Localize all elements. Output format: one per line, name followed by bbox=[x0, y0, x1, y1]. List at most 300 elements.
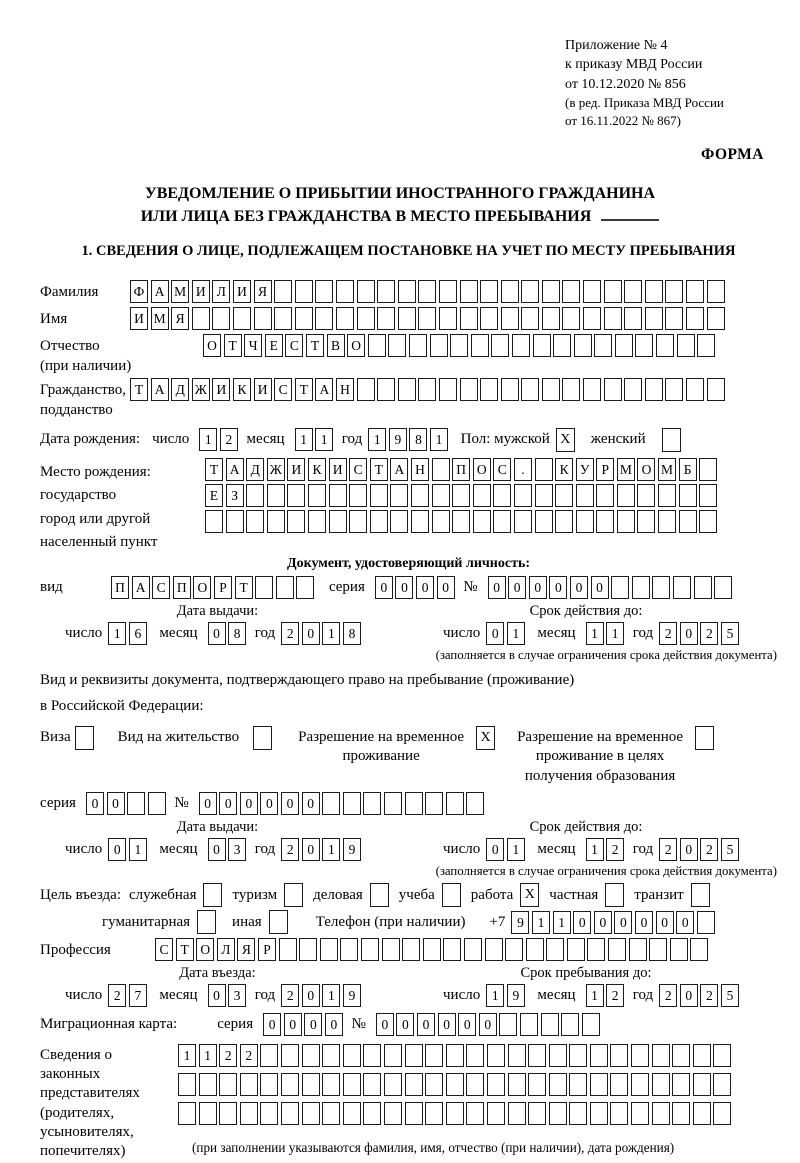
sex-male-checkbox[interactable]: X bbox=[556, 428, 575, 452]
doc-kind-cells[interactable] bbox=[111, 576, 317, 599]
char-cell[interactable] bbox=[656, 334, 674, 357]
char-cell[interactable]: С bbox=[493, 458, 511, 481]
birth-month-cells[interactable] bbox=[295, 428, 336, 451]
sex-female-checkbox[interactable] bbox=[662, 428, 681, 452]
purpose-tourism-checkbox[interactable] bbox=[284, 883, 303, 907]
char-cell[interactable] bbox=[370, 510, 388, 533]
char-cell[interactable] bbox=[697, 334, 715, 357]
char-cell[interactable]: . bbox=[514, 458, 532, 481]
char-cell[interactable]: Д bbox=[246, 458, 264, 481]
char-cell[interactable]: А bbox=[151, 378, 169, 401]
purpose-work-checkbox[interactable]: X bbox=[520, 883, 539, 907]
char-cell[interactable] bbox=[460, 280, 478, 303]
char-cell[interactable] bbox=[409, 334, 427, 357]
char-cell[interactable] bbox=[521, 280, 539, 303]
char-cell[interactable] bbox=[686, 280, 704, 303]
char-cell[interactable] bbox=[707, 307, 725, 330]
char-cell[interactable]: 8 bbox=[409, 428, 427, 451]
char-cell[interactable] bbox=[583, 378, 601, 401]
char-cell[interactable] bbox=[555, 510, 573, 533]
char-cell[interactable]: Я bbox=[254, 280, 272, 303]
char-cell[interactable]: А bbox=[151, 280, 169, 303]
char-cell[interactable] bbox=[480, 378, 498, 401]
char-cell[interactable] bbox=[652, 1044, 670, 1067]
char-cell[interactable] bbox=[693, 1102, 711, 1125]
char-cell[interactable] bbox=[632, 576, 650, 599]
purpose-private-checkbox[interactable] bbox=[605, 883, 624, 907]
char-cell[interactable] bbox=[281, 1102, 299, 1125]
char-cell[interactable]: 1 bbox=[532, 911, 550, 934]
char-cell[interactable] bbox=[233, 307, 251, 330]
char-cell[interactable]: О bbox=[196, 938, 214, 961]
char-cell[interactable]: 9 bbox=[511, 911, 529, 934]
char-cell[interactable] bbox=[672, 1073, 690, 1096]
doc-number-cells[interactable] bbox=[488, 576, 735, 599]
birthplace-row3[interactable] bbox=[205, 510, 720, 533]
char-cell[interactable] bbox=[631, 1044, 649, 1067]
char-cell[interactable] bbox=[487, 1102, 505, 1125]
char-cell[interactable] bbox=[686, 307, 704, 330]
char-cell[interactable]: 0 bbox=[656, 911, 674, 934]
char-cell[interactable] bbox=[505, 938, 523, 961]
stay-year-cells[interactable] bbox=[659, 984, 741, 1007]
char-cell[interactable] bbox=[423, 938, 441, 961]
citizenship-cells[interactable] bbox=[130, 378, 727, 401]
char-cell[interactable] bbox=[343, 792, 361, 815]
patronymic-cells[interactable] bbox=[203, 334, 718, 357]
char-cell[interactable]: К bbox=[233, 378, 251, 401]
char-cell[interactable] bbox=[315, 307, 333, 330]
char-cell[interactable]: 0 bbox=[86, 792, 104, 815]
char-cell[interactable] bbox=[583, 280, 601, 303]
valid-day-cells[interactable] bbox=[486, 838, 527, 861]
char-cell[interactable]: 0 bbox=[284, 1013, 302, 1036]
char-cell[interactable]: 2 bbox=[281, 838, 299, 861]
char-cell[interactable]: 1 bbox=[486, 984, 504, 1007]
char-cell[interactable] bbox=[418, 307, 436, 330]
char-cell[interactable] bbox=[302, 1102, 320, 1125]
char-cell[interactable] bbox=[487, 1073, 505, 1096]
char-cell[interactable] bbox=[652, 1102, 670, 1125]
birthplace-row2[interactable] bbox=[205, 484, 720, 507]
char-cell[interactable] bbox=[329, 510, 347, 533]
char-cell[interactable]: 0 bbox=[486, 622, 504, 645]
issue-year-cells[interactable] bbox=[281, 838, 363, 861]
char-cell[interactable] bbox=[460, 378, 478, 401]
char-cell[interactable] bbox=[610, 1102, 628, 1125]
char-cell[interactable] bbox=[714, 576, 732, 599]
char-cell[interactable] bbox=[549, 1073, 567, 1096]
char-cell[interactable] bbox=[535, 510, 553, 533]
char-cell[interactable]: Н bbox=[411, 458, 429, 481]
char-cell[interactable]: Я bbox=[171, 307, 189, 330]
char-cell[interactable]: Д bbox=[171, 378, 189, 401]
char-cell[interactable]: 0 bbox=[240, 792, 258, 815]
char-cell[interactable]: Ж bbox=[267, 458, 285, 481]
char-cell[interactable] bbox=[178, 1073, 196, 1096]
char-cell[interactable]: 0 bbox=[416, 576, 434, 599]
valid-year-cells[interactable] bbox=[659, 838, 741, 861]
char-cell[interactable]: 1 bbox=[315, 428, 333, 451]
char-cell[interactable] bbox=[402, 938, 420, 961]
char-cell[interactable] bbox=[336, 307, 354, 330]
char-cell[interactable]: П bbox=[111, 576, 129, 599]
char-cell[interactable]: Т bbox=[130, 378, 148, 401]
char-cell[interactable] bbox=[384, 1073, 402, 1096]
char-cell[interactable] bbox=[349, 510, 367, 533]
char-cell[interactable]: Р bbox=[214, 576, 232, 599]
char-cell[interactable] bbox=[384, 1102, 402, 1125]
char-cell[interactable] bbox=[690, 938, 708, 961]
char-cell[interactable]: И bbox=[233, 280, 251, 303]
char-cell[interactable]: 0 bbox=[263, 1013, 281, 1036]
char-cell[interactable] bbox=[398, 280, 416, 303]
char-cell[interactable] bbox=[432, 510, 450, 533]
char-cell[interactable]: Б bbox=[679, 458, 697, 481]
char-cell[interactable]: 0 bbox=[486, 838, 504, 861]
char-cell[interactable] bbox=[508, 1073, 526, 1096]
char-cell[interactable]: Р bbox=[596, 458, 614, 481]
char-cell[interactable]: 2 bbox=[281, 984, 299, 1007]
char-cell[interactable] bbox=[665, 280, 683, 303]
purpose-study-checkbox[interactable] bbox=[442, 883, 461, 907]
char-cell[interactable] bbox=[672, 1044, 690, 1067]
char-cell[interactable] bbox=[287, 510, 305, 533]
char-cell[interactable] bbox=[255, 576, 273, 599]
char-cell[interactable] bbox=[267, 484, 285, 507]
residence-permit-checkbox[interactable] bbox=[253, 726, 272, 750]
char-cell[interactable]: 0 bbox=[208, 984, 226, 1007]
char-cell[interactable] bbox=[320, 938, 338, 961]
char-cell[interactable]: Л bbox=[212, 280, 230, 303]
char-cell[interactable] bbox=[205, 510, 223, 533]
char-cell[interactable] bbox=[390, 484, 408, 507]
char-cell[interactable]: 0 bbox=[396, 1013, 414, 1036]
char-cell[interactable] bbox=[549, 1044, 567, 1067]
char-cell[interactable] bbox=[631, 1073, 649, 1096]
char-cell[interactable]: И bbox=[212, 378, 230, 401]
char-cell[interactable] bbox=[315, 280, 333, 303]
char-cell[interactable]: 0 bbox=[325, 1013, 343, 1036]
char-cell[interactable]: 2 bbox=[700, 622, 718, 645]
char-cell[interactable]: 0 bbox=[680, 838, 698, 861]
char-cell[interactable]: Л bbox=[217, 938, 235, 961]
char-cell[interactable]: 1 bbox=[507, 838, 525, 861]
valid-month-cells[interactable] bbox=[586, 622, 627, 645]
char-cell[interactable] bbox=[127, 792, 145, 815]
migration-series-cells[interactable] bbox=[263, 1013, 345, 1036]
char-cell[interactable] bbox=[357, 280, 375, 303]
char-cell[interactable] bbox=[430, 334, 448, 357]
purpose-other-checkbox[interactable] bbox=[269, 910, 288, 934]
char-cell[interactable]: 1 bbox=[322, 984, 340, 1007]
char-cell[interactable] bbox=[240, 1102, 258, 1125]
char-cell[interactable] bbox=[501, 378, 519, 401]
issue-day-cells[interactable] bbox=[108, 838, 149, 861]
char-cell[interactable]: 3 bbox=[228, 984, 246, 1007]
char-cell[interactable] bbox=[514, 484, 532, 507]
char-cell[interactable] bbox=[425, 1102, 443, 1125]
char-cell[interactable] bbox=[535, 458, 553, 481]
surname-cells[interactable] bbox=[130, 280, 727, 303]
char-cell[interactable] bbox=[542, 280, 560, 303]
char-cell[interactable]: С bbox=[152, 576, 170, 599]
char-cell[interactable]: О bbox=[193, 576, 211, 599]
char-cell[interactable] bbox=[665, 378, 683, 401]
char-cell[interactable] bbox=[508, 1102, 526, 1125]
char-cell[interactable]: 1 bbox=[586, 838, 604, 861]
char-cell[interactable] bbox=[260, 1102, 278, 1125]
char-cell[interactable] bbox=[624, 378, 642, 401]
char-cell[interactable]: 2 bbox=[281, 622, 299, 645]
char-cell[interactable] bbox=[713, 1044, 731, 1067]
char-cell[interactable] bbox=[274, 280, 292, 303]
char-cell[interactable]: 0 bbox=[208, 838, 226, 861]
purpose-commercial-checkbox[interactable] bbox=[370, 883, 389, 907]
char-cell[interactable] bbox=[672, 1102, 690, 1125]
char-cell[interactable]: 9 bbox=[507, 984, 525, 1007]
char-cell[interactable] bbox=[546, 938, 564, 961]
char-cell[interactable]: 1 bbox=[322, 622, 340, 645]
char-cell[interactable] bbox=[679, 510, 697, 533]
char-cell[interactable]: 1 bbox=[430, 428, 448, 451]
residence-series-cells[interactable] bbox=[86, 792, 168, 815]
char-cell[interactable]: 8 bbox=[228, 622, 246, 645]
char-cell[interactable] bbox=[192, 307, 210, 330]
issue-month-cells[interactable] bbox=[208, 838, 249, 861]
char-cell[interactable]: 1 bbox=[295, 428, 313, 451]
valid-month-cells[interactable] bbox=[586, 838, 627, 861]
char-cell[interactable]: Е bbox=[205, 484, 223, 507]
char-cell[interactable] bbox=[240, 1073, 258, 1096]
char-cell[interactable] bbox=[610, 1044, 628, 1067]
char-cell[interactable]: 0 bbox=[281, 792, 299, 815]
char-cell[interactable] bbox=[466, 1073, 484, 1096]
char-cell[interactable] bbox=[491, 334, 509, 357]
char-cell[interactable] bbox=[501, 280, 519, 303]
char-cell[interactable] bbox=[561, 1013, 579, 1036]
char-cell[interactable] bbox=[398, 378, 416, 401]
char-cell[interactable]: П bbox=[173, 576, 191, 599]
migration-number-cells[interactable] bbox=[376, 1013, 603, 1036]
char-cell[interactable]: 5 bbox=[721, 622, 739, 645]
char-cell[interactable] bbox=[528, 1044, 546, 1067]
char-cell[interactable] bbox=[713, 1102, 731, 1125]
char-cell[interactable] bbox=[590, 1044, 608, 1067]
char-cell[interactable] bbox=[377, 378, 395, 401]
issue-year-cells[interactable] bbox=[281, 622, 363, 645]
char-cell[interactable] bbox=[405, 1102, 423, 1125]
char-cell[interactable] bbox=[363, 1102, 381, 1125]
char-cell[interactable]: 0 bbox=[458, 1013, 476, 1036]
char-cell[interactable] bbox=[336, 280, 354, 303]
char-cell[interactable] bbox=[452, 510, 470, 533]
char-cell[interactable] bbox=[637, 510, 655, 533]
char-cell[interactable]: И bbox=[192, 280, 210, 303]
char-cell[interactable]: 1 bbox=[606, 622, 624, 645]
char-cell[interactable]: 1 bbox=[553, 911, 571, 934]
char-cell[interactable]: 8 bbox=[343, 622, 361, 645]
char-cell[interactable] bbox=[390, 510, 408, 533]
char-cell[interactable] bbox=[446, 1044, 464, 1067]
char-cell[interactable] bbox=[466, 1102, 484, 1125]
char-cell[interactable]: 1 bbox=[199, 1044, 217, 1067]
char-cell[interactable]: П bbox=[452, 458, 470, 481]
char-cell[interactable]: И bbox=[287, 458, 305, 481]
char-cell[interactable]: 9 bbox=[343, 984, 361, 1007]
char-cell[interactable]: 3 bbox=[228, 838, 246, 861]
char-cell[interactable] bbox=[514, 510, 532, 533]
char-cell[interactable] bbox=[296, 576, 314, 599]
birthplace-row1[interactable] bbox=[205, 458, 720, 481]
doc-series-cells[interactable] bbox=[375, 576, 457, 599]
char-cell[interactable] bbox=[693, 1044, 711, 1067]
char-cell[interactable] bbox=[699, 510, 717, 533]
char-cell[interactable]: О bbox=[637, 458, 655, 481]
char-cell[interactable] bbox=[658, 484, 676, 507]
char-cell[interactable] bbox=[526, 938, 544, 961]
purpose-humanitarian-checkbox[interactable] bbox=[197, 910, 216, 934]
char-cell[interactable] bbox=[624, 307, 642, 330]
char-cell[interactable] bbox=[460, 307, 478, 330]
char-cell[interactable] bbox=[658, 510, 676, 533]
char-cell[interactable] bbox=[425, 792, 443, 815]
char-cell[interactable]: 2 bbox=[108, 984, 126, 1007]
char-cell[interactable] bbox=[452, 484, 470, 507]
char-cell[interactable]: 0 bbox=[529, 576, 547, 599]
char-cell[interactable] bbox=[281, 1073, 299, 1096]
char-cell[interactable]: 0 bbox=[417, 1013, 435, 1036]
char-cell[interactable]: 1 bbox=[178, 1044, 196, 1067]
char-cell[interactable]: 9 bbox=[389, 428, 407, 451]
char-cell[interactable]: 0 bbox=[676, 911, 694, 934]
char-cell[interactable] bbox=[677, 334, 695, 357]
char-cell[interactable] bbox=[411, 510, 429, 533]
char-cell[interactable]: О bbox=[347, 334, 365, 357]
char-cell[interactable] bbox=[590, 1073, 608, 1096]
char-cell[interactable] bbox=[576, 510, 594, 533]
char-cell[interactable] bbox=[629, 938, 647, 961]
char-cell[interactable]: Ч bbox=[244, 334, 262, 357]
char-cell[interactable] bbox=[405, 792, 423, 815]
char-cell[interactable]: 0 bbox=[438, 1013, 456, 1036]
purpose-transit-checkbox[interactable] bbox=[691, 883, 710, 907]
char-cell[interactable] bbox=[521, 307, 539, 330]
char-cell[interactable] bbox=[219, 1073, 237, 1096]
char-cell[interactable]: И bbox=[130, 307, 148, 330]
char-cell[interactable] bbox=[343, 1073, 361, 1096]
char-cell[interactable] bbox=[649, 938, 667, 961]
temp-residence-education-checkbox[interactable] bbox=[695, 726, 714, 750]
char-cell[interactable] bbox=[567, 938, 585, 961]
char-cell[interactable]: А bbox=[226, 458, 244, 481]
char-cell[interactable]: 1 bbox=[129, 838, 147, 861]
char-cell[interactable] bbox=[329, 484, 347, 507]
char-cell[interactable] bbox=[512, 334, 530, 357]
char-cell[interactable] bbox=[466, 792, 484, 815]
char-cell[interactable]: 0 bbox=[302, 792, 320, 815]
char-cell[interactable] bbox=[635, 334, 653, 357]
char-cell[interactable] bbox=[615, 334, 633, 357]
char-cell[interactable]: Ж bbox=[192, 378, 210, 401]
issue-day-cells[interactable] bbox=[108, 622, 149, 645]
char-cell[interactable] bbox=[569, 1044, 587, 1067]
char-cell[interactable]: 2 bbox=[606, 838, 624, 861]
char-cell[interactable] bbox=[493, 484, 511, 507]
char-cell[interactable] bbox=[388, 334, 406, 357]
char-cell[interactable]: Н bbox=[336, 378, 354, 401]
char-cell[interactable] bbox=[637, 484, 655, 507]
char-cell[interactable] bbox=[343, 1044, 361, 1067]
char-cell[interactable]: Т bbox=[224, 334, 242, 357]
char-cell[interactable] bbox=[487, 1044, 505, 1067]
char-cell[interactable] bbox=[499, 1013, 517, 1036]
char-cell[interactable]: Т bbox=[176, 938, 194, 961]
char-cell[interactable] bbox=[693, 1073, 711, 1096]
char-cell[interactable]: 2 bbox=[700, 838, 718, 861]
char-cell[interactable]: Т bbox=[295, 378, 313, 401]
char-cell[interactable] bbox=[377, 307, 395, 330]
char-cell[interactable]: 1 bbox=[586, 622, 604, 645]
char-cell[interactable] bbox=[377, 280, 395, 303]
char-cell[interactable] bbox=[439, 378, 457, 401]
char-cell[interactable]: 0 bbox=[635, 911, 653, 934]
char-cell[interactable]: 0 bbox=[260, 792, 278, 815]
char-cell[interactable] bbox=[493, 510, 511, 533]
char-cell[interactable]: З bbox=[226, 484, 244, 507]
char-cell[interactable] bbox=[590, 1102, 608, 1125]
char-cell[interactable] bbox=[555, 484, 573, 507]
birth-year-cells[interactable] bbox=[368, 428, 450, 451]
char-cell[interactable] bbox=[542, 378, 560, 401]
char-cell[interactable] bbox=[569, 1073, 587, 1096]
char-cell[interactable] bbox=[267, 510, 285, 533]
char-cell[interactable] bbox=[697, 911, 715, 934]
temp-residence-checkbox[interactable]: X bbox=[476, 726, 495, 750]
char-cell[interactable] bbox=[576, 484, 594, 507]
char-cell[interactable] bbox=[528, 1073, 546, 1096]
char-cell[interactable] bbox=[322, 1044, 340, 1067]
char-cell[interactable] bbox=[199, 1073, 217, 1096]
char-cell[interactable]: 2 bbox=[219, 1044, 237, 1067]
char-cell[interactable] bbox=[382, 938, 400, 961]
char-cell[interactable]: М bbox=[658, 458, 676, 481]
char-cell[interactable]: 1 bbox=[322, 838, 340, 861]
char-cell[interactable] bbox=[295, 280, 313, 303]
char-cell[interactable] bbox=[370, 484, 388, 507]
char-cell[interactable] bbox=[631, 1102, 649, 1125]
char-cell[interactable]: Т bbox=[205, 458, 223, 481]
char-cell[interactable]: 1 bbox=[199, 428, 217, 451]
char-cell[interactable] bbox=[645, 307, 663, 330]
char-cell[interactable] bbox=[569, 1102, 587, 1125]
char-cell[interactable] bbox=[652, 1073, 670, 1096]
char-cell[interactable]: Т bbox=[235, 576, 253, 599]
char-cell[interactable] bbox=[308, 484, 326, 507]
char-cell[interactable] bbox=[541, 1013, 559, 1036]
representatives-row2[interactable] bbox=[178, 1073, 734, 1096]
char-cell[interactable] bbox=[219, 1102, 237, 1125]
entry-day-cells[interactable] bbox=[108, 984, 149, 1007]
char-cell[interactable] bbox=[446, 792, 464, 815]
char-cell[interactable] bbox=[673, 576, 691, 599]
char-cell[interactable] bbox=[418, 378, 436, 401]
char-cell[interactable] bbox=[574, 334, 592, 357]
char-cell[interactable]: 9 bbox=[343, 838, 361, 861]
char-cell[interactable]: 0 bbox=[591, 576, 609, 599]
char-cell[interactable]: Ф bbox=[130, 280, 148, 303]
char-cell[interactable]: 5 bbox=[721, 838, 739, 861]
